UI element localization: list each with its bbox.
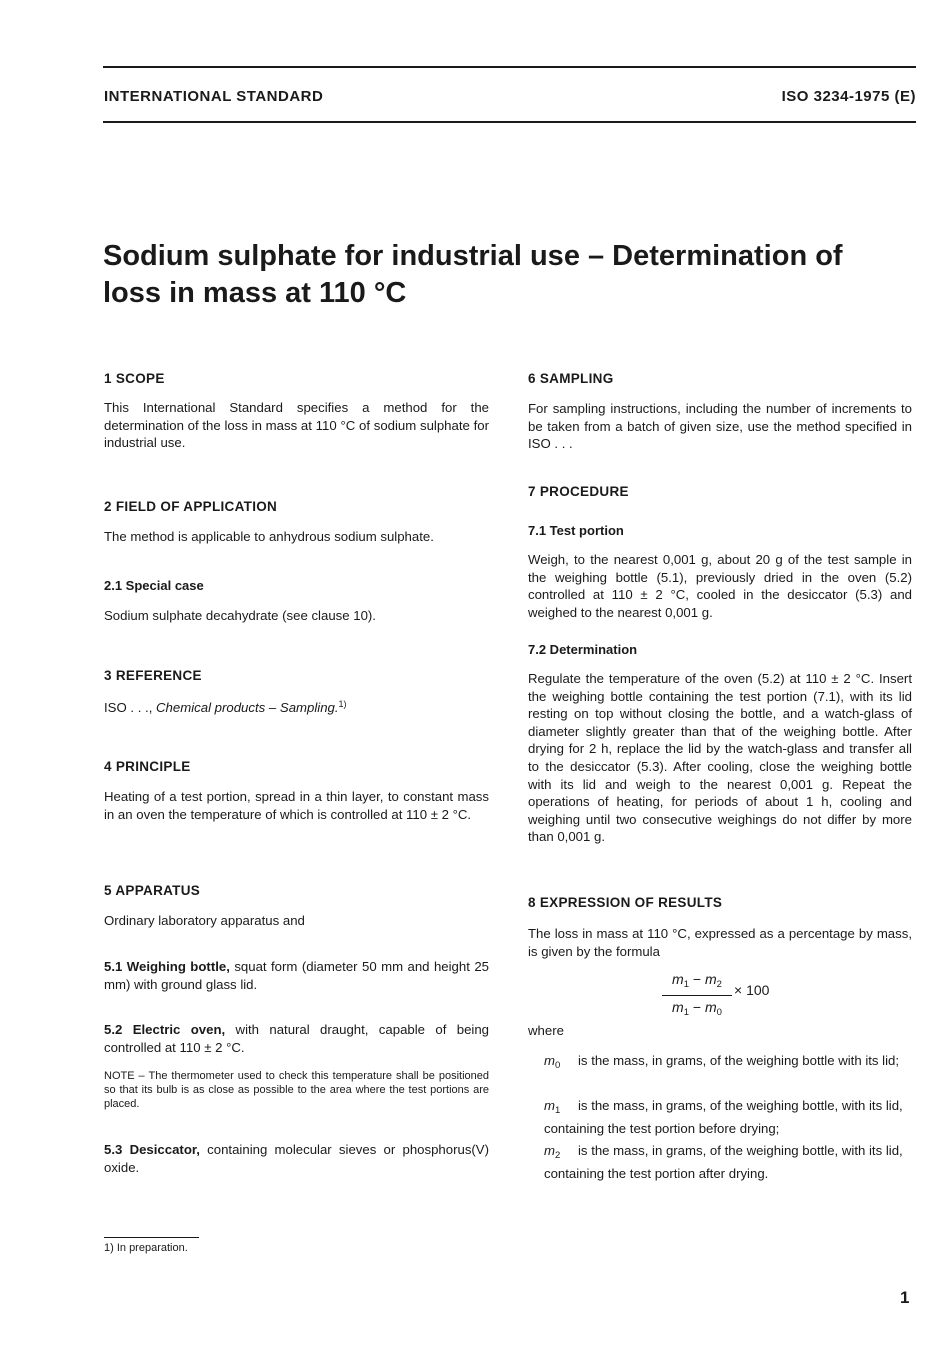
definition-symbol: [544, 1097, 578, 1120]
title-line-1: Sodium sulphate for industrial use – Determination of: [103, 240, 843, 272]
definition-symbol: [544, 1052, 578, 1075]
definition-var: m: [544, 1143, 555, 1158]
section-procedure: [528, 484, 912, 499]
page-number: 1: [900, 1288, 910, 1307]
definition-desc: is the mass, in grams, of the weighing bottle, with its lid, containing the test portion after drying.: [544, 1143, 903, 1181]
test-portion-text: Weigh, to the nearest 0,001 g, about 20 g of the test sample in the weighing bottle (5.1), previously dried in the oven (5.2) controlled at 110 ± 2 °C, cooled in the desiccator (5.3) and weighed to the nearest 0,001 g.: [528, 552, 912, 620]
apparatus-item-desc: containing molecular sieves or phosphorus(V) oxide.: [104, 1142, 489, 1175]
reference-body: [104, 696, 489, 717]
where-text: where: [528, 1023, 564, 1038]
definition-var: m: [544, 1098, 555, 1113]
where-label: [528, 1022, 912, 1040]
footnote-mark: 1): [338, 699, 347, 709]
header-document-number: ISO 3234-1975 (E): [781, 88, 916, 105]
definition-desc: is the mass, in grams, of the weighing bottle, with its lid, containing the test portion before drying;: [544, 1098, 903, 1136]
section-results: [528, 895, 912, 910]
section-heading: 8 EXPRESSION OF RESULTS: [528, 895, 723, 910]
results-intro: [528, 925, 912, 960]
definition-text: [544, 1052, 912, 1075]
formula-sub: 1: [683, 1007, 690, 1018]
subsection-test-portion: [528, 523, 912, 538]
definition-sub: 0: [555, 1060, 561, 1071]
apparatus-note: [104, 1070, 489, 1111]
definition-symbol: [544, 1142, 578, 1165]
formula-var: m: [672, 999, 684, 1015]
reference-prefix: ISO . . .,: [104, 700, 157, 715]
field-text: The method is applicable to anhydrous sodium sulphate.: [104, 529, 434, 544]
top-rule: [103, 66, 916, 68]
special-case-text: Sodium sulphate decahydrate (see clause 10).: [104, 608, 376, 623]
subsection-special-case: [104, 578, 489, 593]
definition-sub: 2: [555, 1150, 561, 1161]
apparatus-item-desiccator: [104, 1141, 489, 1176]
document-title: [103, 238, 903, 312]
subsection-heading: 7.2 Determination: [528, 642, 638, 657]
note-text: NOTE – The thermometer used to check this temperature shall be positioned so that its bulb is as close as possible to the area where the test portions are placed.: [104, 1070, 489, 1110]
formula-denominator: [662, 999, 732, 1018]
section-heading: 5 APPARATUS: [104, 883, 201, 898]
apparatus-item-label: 5.2 Electric oven,: [104, 1022, 226, 1037]
apparatus-item-label: 5.3 Desiccator,: [104, 1142, 200, 1157]
definition-text: [544, 1097, 912, 1137]
subsection-determination: [528, 642, 912, 657]
definition-m1: [544, 1097, 912, 1137]
special-case-body: [104, 607, 489, 625]
section-heading: 4 PRINCIPLE: [104, 759, 191, 774]
section-principle: [104, 759, 489, 774]
subsection-heading: 2.1 Special case: [104, 578, 204, 593]
formula-numerator: [662, 971, 732, 993]
reference-title: Chemical products – Sampling.: [156, 700, 339, 715]
apparatus-intro: [104, 912, 489, 930]
section-scope: [104, 371, 489, 386]
determination-body: [528, 670, 912, 846]
definition-sub: 1: [555, 1105, 561, 1116]
footnote: 1) In preparation.: [104, 1242, 188, 1254]
definition-desc: is the mass, in grams, of the weighing bottle with its lid;: [578, 1053, 900, 1068]
footnote-rule: [104, 1237, 199, 1238]
apparatus-item-electric-oven: [104, 1021, 489, 1056]
section-reference: [104, 668, 489, 683]
formula-fraction: [662, 971, 732, 1018]
apparatus-item-text: [104, 1021, 489, 1056]
apparatus-item-desc: squat form (diameter 50 mm and height 25 mm) with ground glass lid.: [104, 959, 489, 992]
title-line-2: loss in mass at 110 °C: [103, 277, 407, 309]
reference-text: [104, 696, 489, 717]
formula-minus: −: [689, 971, 705, 987]
formula-var: m: [704, 999, 717, 1015]
section-apparatus: [104, 883, 489, 898]
test-portion-body: [528, 551, 912, 621]
principle-text: Heating of a test portion, spread in a thin layer, to constant mass in an oven the temperature of which is controlled at 110 ± 2 °C.: [104, 789, 489, 822]
fraction-bar: [662, 995, 732, 996]
section-heading: 2 FIELD OF APPLICATION: [104, 499, 278, 514]
apparatus-item-desc: with natural draught, capable of being controlled at 110 ± 2 °C.: [104, 1022, 489, 1055]
apparatus-item-text: [104, 958, 489, 993]
scope-text: This International Standard specifies a method for the determination of the loss in mass at 110 °C of sodium sulphate for industrial use.: [104, 400, 489, 451]
formula-minus: −: [689, 999, 705, 1015]
section-heading: 3 REFERENCE: [104, 668, 202, 683]
section-heading: 7 PROCEDURE: [528, 484, 629, 499]
subsection-heading: 7.1 Test portion: [528, 523, 624, 538]
sampling-body: [528, 400, 912, 453]
formula-sub: 1: [683, 979, 690, 990]
definition-text: [544, 1142, 912, 1182]
apparatus-item-label: 5.1 Weighing bottle,: [104, 959, 230, 974]
formula-multiplier: × 100: [734, 982, 770, 998]
section-field: [104, 499, 489, 514]
definition-m0: [544, 1052, 912, 1075]
sampling-text: For sampling instructions, including the number of increments to be taken from a batch of given size, use the method specified in ISO . . .: [528, 401, 912, 452]
results-intro-text: The loss in mass at 110 °C, expressed as a percentage by mass, is given by the formula: [528, 926, 912, 959]
header-standard-label: INTERNATIONAL STANDARD: [104, 88, 324, 105]
field-body: [104, 528, 489, 546]
formula-var: m: [672, 971, 684, 987]
principle-body: [104, 788, 489, 823]
formula-sub: 0: [716, 1007, 722, 1018]
scope-body: [104, 399, 489, 452]
apparatus-item-weighing-bottle: [104, 958, 489, 993]
determination-text: Regulate the temperature of the oven (5.2) at 110 ± 2 °C. Insert the weighing bottle containing the test portion (7.1), with its lid resting on top without closing the bottle, and a watch-glass of diameter slightly greater than that of the weighing bottle. After drying for 2 h, replace the lid by the watch-glass and transfer all to the desiccator (5.3). After cooling, close the weighing bottle with its lid and weigh to the nearest 0,001 g. Repeat the operations of heating, for periods of about 1 h, cooling and weighing until two consecutive weighings do not differ by more than 0,001 g.: [528, 671, 912, 845]
definition-var: m: [544, 1053, 555, 1068]
section-heading: 1 SCOPE: [104, 371, 165, 386]
apparatus-item-text: [104, 1141, 489, 1176]
header-rule: [103, 121, 916, 123]
formula-var: m: [704, 971, 717, 987]
section-heading: 6 SAMPLING: [528, 371, 614, 386]
formula-sub: 2: [716, 979, 722, 990]
definition-m2: [544, 1142, 912, 1182]
section-sampling: [528, 371, 912, 386]
apparatus-intro-text: Ordinary laboratory apparatus and: [104, 913, 305, 928]
